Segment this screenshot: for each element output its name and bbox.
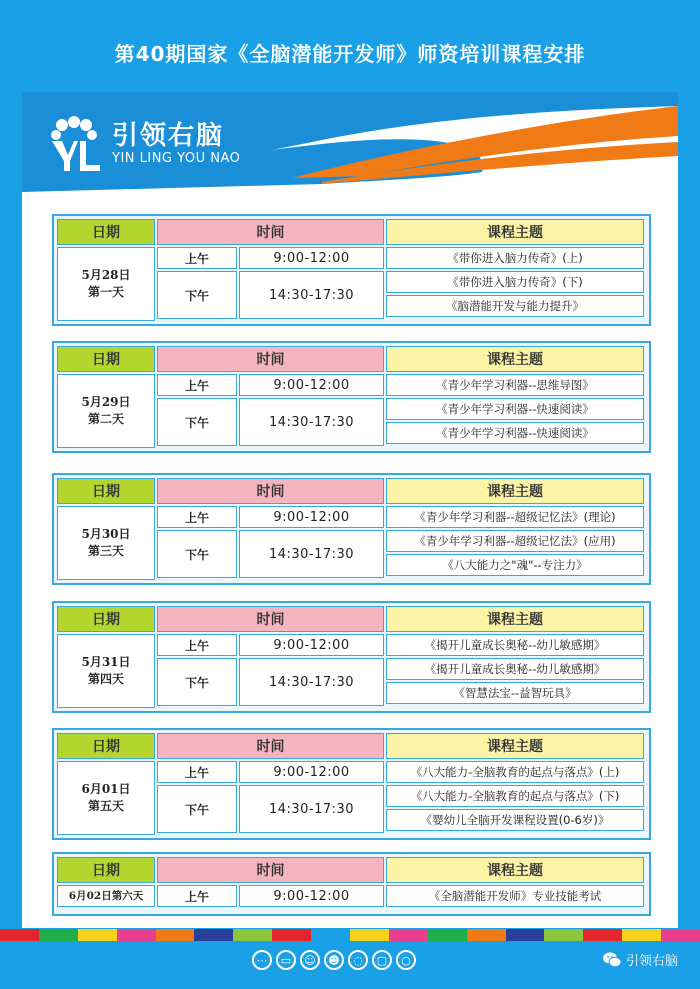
day-line: 第五天 <box>87 799 124 813</box>
slot-label-pm: 下午 <box>157 530 237 578</box>
day-block-1 <box>52 214 651 326</box>
slot-label-am: 上午 <box>157 247 237 269</box>
header-topic: 课程主题 <box>386 733 644 759</box>
header-topic: 课程主题 <box>386 857 644 883</box>
smiley-icon: ☺ <box>300 950 320 970</box>
page-title: 第40期国家《全脑潜能开发师》师资培训课程安排 <box>114 42 586 66</box>
tv-icon: ▭ <box>276 950 296 970</box>
slot-time-am: 9:00-12:00 <box>239 374 384 396</box>
topic-cell: 《揭开儿童成长奥秘--幼儿敏感期》 <box>386 658 644 680</box>
date-cell: 6月02日第六天 <box>57 885 155 907</box>
date-cell <box>57 247 155 321</box>
day-line: 第一天 <box>87 285 124 299</box>
date-line: 6月01日 <box>81 782 131 796</box>
slot-time-pm: 14:30-17:30 <box>239 658 384 706</box>
topic-cell: 《全脑潜能开发师》专业技能考试 <box>386 885 644 907</box>
slot-label-am: 上午 <box>157 374 237 396</box>
header-topic: 课程主题 <box>386 219 644 245</box>
slot-time-am: 9:00-12:00 <box>239 761 384 783</box>
date-line: 5月30日 <box>81 527 131 541</box>
wechat-account <box>603 950 678 969</box>
slot-label-pm: 下午 <box>157 271 237 319</box>
date-cell <box>57 506 155 580</box>
logo-english: YIN LING YOU NAO <box>112 151 241 166</box>
slot-label-pm: 下午 <box>157 785 237 833</box>
slot-label-pm: 下午 <box>157 398 237 446</box>
slot-label-pm: 下午 <box>157 658 237 706</box>
date-line: 5月31日 <box>81 655 131 669</box>
topic-cell: 《揭开儿童成长奥秘--幼儿敏感期》 <box>386 634 644 656</box>
wechat-icon <box>603 952 621 968</box>
slot-time-pm: 14:30-17:30 <box>239 398 384 446</box>
topic-cell: 《青少年学习利器--超级记忆法》(应用) <box>386 530 644 552</box>
date-cell <box>57 761 155 835</box>
day-block-6 <box>52 852 651 916</box>
header-time: 时间 <box>157 219 384 245</box>
header-date: 日期 <box>57 606 155 632</box>
date-cell <box>57 634 155 708</box>
speech-bubble-icon: ⋯ <box>252 950 272 970</box>
date-line: 5月29日 <box>81 395 131 409</box>
day-block-3 <box>52 473 651 585</box>
day-line: 第四天 <box>87 672 124 686</box>
header-date: 日期 <box>57 733 155 759</box>
message-icon: ▢ <box>372 950 392 970</box>
logo-chinese: 引领右脑 <box>112 121 225 151</box>
header-time: 时间 <box>157 606 384 632</box>
topic-cell: 《青少年学习利器--超级记忆法》(理论) <box>386 506 644 528</box>
day-line: 第三天 <box>87 544 124 558</box>
header-time: 时间 <box>157 346 384 372</box>
topic-cell: 《青少年学习利器--快速阅读》 <box>386 422 644 444</box>
day-block-5 <box>52 728 651 840</box>
face-icon: ☻ <box>324 950 344 970</box>
header-topic: 课程主题 <box>386 346 644 372</box>
header-time: 时间 <box>157 733 384 759</box>
header-topic: 课程主题 <box>386 478 644 504</box>
wechat-name: 引领右脑 <box>625 954 678 969</box>
header-time: 时间 <box>157 478 384 504</box>
slot-label-am: 上午 <box>157 634 237 656</box>
slot-time-am: 9:00-12:00 <box>239 634 384 656</box>
topic-cell: 《脑潜能开发与能力提升》 <box>386 295 644 317</box>
slot-label-am: 上午 <box>157 506 237 528</box>
slot-time-am: 9:00-12:00 <box>239 247 384 269</box>
header-date: 日期 <box>57 857 155 883</box>
header-time: 时间 <box>157 857 384 883</box>
logo <box>44 114 240 174</box>
topic-cell: 《八大能力-全脑教育的起点与落点》(上) <box>386 761 644 783</box>
topic-cell: 《青少年学习利器--思维导图》 <box>386 374 644 396</box>
slot-time-pm: 14:30-17:30 <box>239 530 384 578</box>
footer-icons <box>252 950 416 970</box>
topic-cell: 《青少年学习利器--快速阅读》 <box>386 398 644 420</box>
topic-cell: 《八大能力之"魂"--专注力》 <box>386 554 644 576</box>
slot-label-am: 上午 <box>157 761 237 783</box>
header-topic: 课程主题 <box>386 606 644 632</box>
topic-cell: 《带你进入脑力传奇》(上) <box>386 247 644 269</box>
bubble-icon: ○ <box>396 950 416 970</box>
header-date: 日期 <box>57 219 155 245</box>
brain-logo-icon <box>44 115 104 173</box>
date-line: 5月28日 <box>81 268 131 282</box>
slot-time-am: 9:00-12:00 <box>239 885 384 907</box>
topic-cell: 《带你进入脑力传奇》(下) <box>386 271 644 293</box>
topic-cell: 《智慧法宝--益智玩具》 <box>386 682 644 704</box>
slot-time-pm: 14:30-17:30 <box>239 271 384 319</box>
color-stripe <box>0 929 700 941</box>
header-date: 日期 <box>57 346 155 372</box>
header-date: 日期 <box>57 478 155 504</box>
day-block-4 <box>52 601 651 713</box>
slot-time-am: 9:00-12:00 <box>239 506 384 528</box>
chat-icon: ◌ <box>348 950 368 970</box>
topic-cell: 《婴幼儿全脑开发课程设置(0-6岁)》 <box>386 809 644 831</box>
slot-time-pm: 14:30-17:30 <box>239 785 384 833</box>
day-line: 第二天 <box>87 412 124 426</box>
topic-cell: 《八大能力-全脑教育的起点与落点》(下) <box>386 785 644 807</box>
slot-label-am: 上午 <box>157 885 237 907</box>
day-block-2 <box>52 341 651 453</box>
date-cell <box>57 374 155 448</box>
